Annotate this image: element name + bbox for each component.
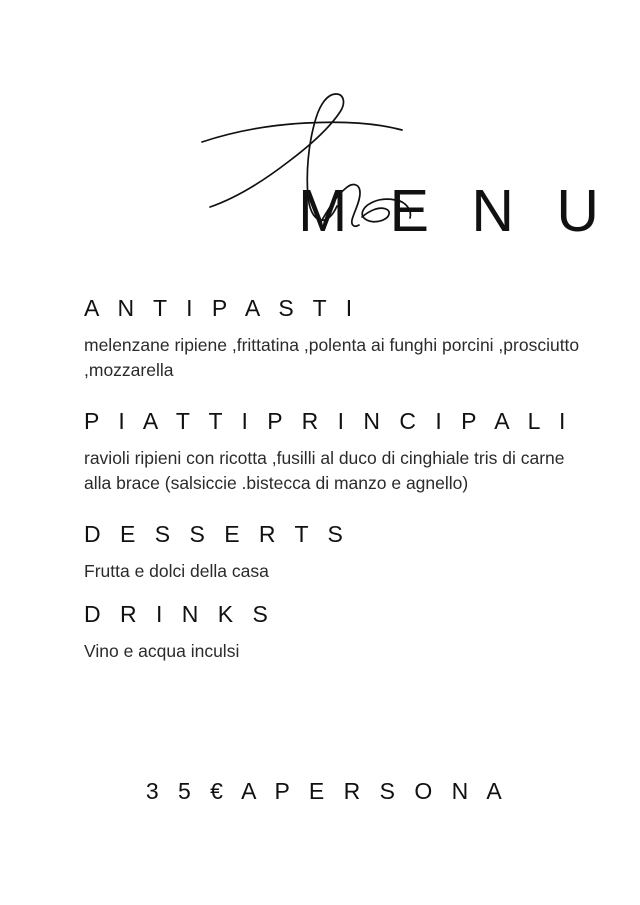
menu-section-desserts	[84, 522, 600, 584]
section-items: Frutta e dolci della casa	[84, 561, 269, 582]
menu-section-piatti-principali	[84, 409, 600, 496]
section-title: D R I N K S	[84, 601, 275, 628]
menu-section-drinks	[84, 602, 600, 664]
section-title: P I A T T I P R I N C I P A L I	[84, 407, 572, 434]
menu-sections	[84, 296, 600, 682]
section-title: A N T I P A S T I	[84, 295, 359, 321]
section-items: melenzane ripiene ,frittatina ,polenta ai funghi porcini ,prosciutto ,mozzarella	[84, 335, 580, 381]
menu-price: 3 5 € A P E R S O N A	[145, 778, 509, 804]
menu-title: M E N U	[298, 178, 612, 244]
menu-masthead	[0, 0, 640, 268]
section-items: ravioli ripieni con ricotta ,fusilli al duco di cinghiale tris di carne alla brace (salsiccie .bistecca di manzo e agnello)	[84, 448, 565, 494]
menu-section-antipasti	[84, 296, 600, 383]
section-title: D E S S E R T S	[84, 520, 350, 547]
section-items: Vino e acqua inculsi	[84, 641, 240, 662]
